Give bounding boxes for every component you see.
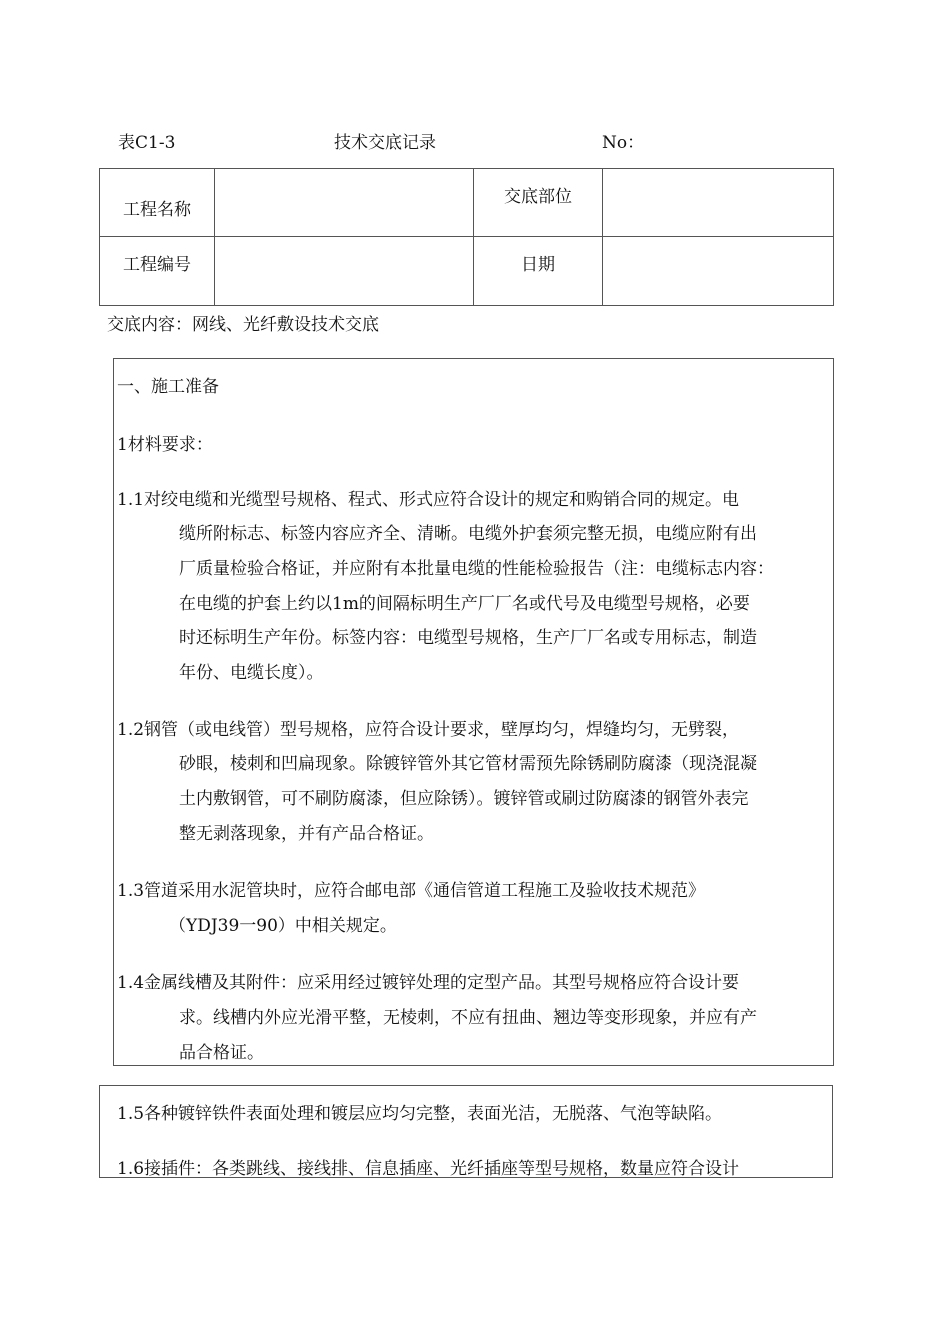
table-row xyxy=(100,169,834,237)
paragraph-1-4-line: 求。线槽内外应光滑平整，无棱刺，不应有扭曲、翘边等变形现象，并应有产 xyxy=(179,1008,757,1028)
paragraph-1-2-line: 1.2钢管（或电线管）型号规格，应符合设计要求，壁厚均匀，焊缝均匀，无劈裂， xyxy=(117,720,740,740)
content-box xyxy=(113,358,834,1066)
project-name-value[interactable] xyxy=(215,169,474,237)
sub-heading: 1材料要求： xyxy=(117,435,213,455)
handover-content-label: 交底内容：网线、光纤敷设技术交底 xyxy=(107,315,379,335)
paragraph-1-1-line: 缆所附标志、标签内容应齐全、清晰。电缆外护套须完整无损，电缆应附有出 xyxy=(179,524,757,544)
page-title: 技术交底记录 xyxy=(334,133,436,153)
handover-part-label: 交底部位 xyxy=(504,187,572,207)
table-row xyxy=(100,237,834,306)
paragraph-1-4-line: 品合格证。 xyxy=(179,1043,264,1063)
content-box-continued xyxy=(99,1085,833,1178)
project-number-value[interactable] xyxy=(215,237,474,306)
paragraph-1-1-line: 厂质量检验合格证，并应附有本批量电缆的性能检验报告（注：电缆标志内容： xyxy=(179,559,774,579)
paragraph-1-4-line: 1.4金属线槽及其附件：应采用经过镀锌处理的定型产品。其型号规格应符合设计要 xyxy=(117,973,740,993)
paragraph-1-1-line: 年份、电缆长度）。 xyxy=(179,663,324,683)
paragraph-1-3-line: 1.3管道采用水泥管块时，应符合邮电部《通信管道工程施工及验收技术规范》 xyxy=(117,881,706,901)
form-code: 表C1-3 xyxy=(118,133,176,153)
section-heading: 一、施工准备 xyxy=(117,377,219,397)
project-name-label: 工程名称 xyxy=(123,200,191,220)
date-value[interactable] xyxy=(603,237,834,306)
paragraph-1-6: 1.6接插件：各类跳线、接线排、信息插座、光纤插座等型号规格，数量应符合设计 xyxy=(117,1159,740,1179)
paragraph-1-1-line: 时还标明生产年份。标签内容：电缆型号规格，生产厂厂名或专用标志，制造 xyxy=(179,628,757,648)
paragraph-1-1-line: 在电缆的护套上约以1m的间隔标明生产厂厂名或代号及电缆型号规格，必要 xyxy=(179,594,750,614)
record-number-label: No： xyxy=(602,133,645,153)
paragraph-1-5: 1.5各种镀锌铁件表面处理和镀层应均匀完整，表面光洁，无脱落、气泡等缺陷。 xyxy=(117,1104,723,1124)
date-label: 日期 xyxy=(521,255,555,275)
handover-part-value[interactable] xyxy=(603,169,834,237)
paragraph-1-2-line: 整无剥落现象，并有产品合格证。 xyxy=(179,824,434,844)
paragraph-1-2-line: 土内敷钢管，可不刷防腐漆，但应除锈）。镀锌管或刷过防腐漆的钢管外表完 xyxy=(179,789,749,809)
project-number-label: 工程编号 xyxy=(123,255,191,275)
paragraph-1-2-line: 砂眼，棱刺和凹扁现象。除镀锌管外其它管材需预先除锈刷防腐漆（现浇混凝 xyxy=(179,754,757,774)
paragraph-1-1-line: 1.1对绞电缆和光缆型号规格、程式、形式应符合设计的规定和购销合同的规定。电 xyxy=(117,490,740,510)
paragraph-1-3-line: （YDJ39一90）中相关规定。 xyxy=(169,916,397,936)
project-info-table xyxy=(99,168,834,306)
